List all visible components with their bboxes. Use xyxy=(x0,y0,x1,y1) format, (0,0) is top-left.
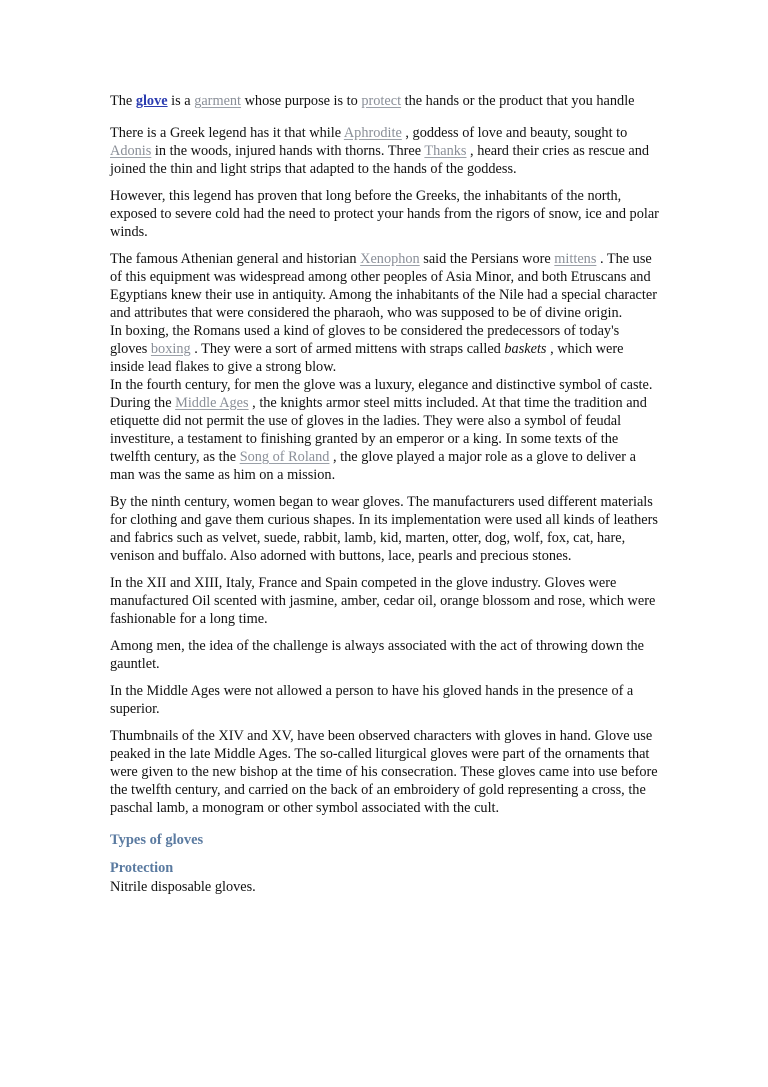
text-run: is a xyxy=(167,93,195,109)
text-run: . They were a sort of armed mittens with straps called xyxy=(190,341,505,357)
nitrile-paragraph: Nitrile disposable gloves. xyxy=(110,879,256,895)
link-protect[interactable]: protect xyxy=(361,93,402,109)
liturgical-paragraph: Thumbnails of the XIV and XV, have been observed characters with gloves in hand. Glove use peaked in the late Middle Ages. The so-called liturgical gloves were part of the ornaments that were given to the new bishop at the time of his consecration. These gloves came into use before the twelfth century, and carried on the back of an embroidery of gold representing a cross, the paschal lamb, a monogram or other symbol associated with the cult. xyxy=(110,728,658,816)
xenophon-paragraph xyxy=(110,250,660,322)
link-thanks[interactable]: Thanks xyxy=(424,143,467,159)
link-boxing[interactable]: boxing xyxy=(150,341,191,357)
glove-industry-paragraph: In the XII and XIII, Italy, France and Spain competed in the glove industry. Gloves were manufactured Oil scented with jasmine, amber, cedar oil, orange blossom and rose, which were fashionable for a long time. xyxy=(110,575,656,627)
superior-paragraph: In the Middle Ages were not allowed a person to have his gloved hands in the presence of a superior. xyxy=(110,683,634,717)
fourth-century-paragraph xyxy=(110,376,660,484)
link-glove[interactable]: glove xyxy=(135,93,168,109)
gauntlet-paragraph: Among men, the idea of the challenge is always associated with the act of throwing down the gauntlet. xyxy=(110,638,644,672)
text-run: whose purpose is to xyxy=(241,93,362,109)
text-run: , goddess of love and beauty, sought to xyxy=(401,125,628,141)
types-of-gloves-heading: Types of gloves xyxy=(110,832,204,848)
emphasis-baskets: baskets xyxy=(504,341,547,357)
intro-paragraph xyxy=(110,92,660,110)
text-run: . The use of this equipment was widespread among other peoples of Asia Minor, and both Etruscans and Egyptians knew their use in antiquity. Among the inhabitants of the Nile had a special character and attributes that were considered the pharaoh, who was supposed to be of divine origin. xyxy=(110,251,657,321)
text-run: , the glove played a major role as a glove to deliver a man was the same as him on a mission. xyxy=(110,449,636,483)
north-paragraph: However, this legend has proven that long before the Greeks, the inhabitants of the north, exposed to severe cold had the need to protect your hands from the rigors of snow, ice and polar winds. xyxy=(110,188,659,240)
text-run: In the fourth century, for men the glove was a luxury, elegance and distinctive symbol of caste. During the xyxy=(110,377,653,411)
text-run: The famous Athenian general and historian xyxy=(110,251,361,267)
protection-subheading: Protection xyxy=(110,860,174,876)
boxing-paragraph xyxy=(110,322,660,376)
text-run: , the knights armor steel mitts included. At that time the tradition and etiquette did not permit the use of gloves in the ladies. They were also a symbol of feudal investiture, a testament to finishing granted by an emperor or a king. In some texts of the twelfth century, as the xyxy=(110,395,647,465)
link-middle-ages[interactable]: Middle Ages xyxy=(175,395,249,411)
text-run: In boxing, the Romans used a kind of gloves to be considered the predecessors of today's gloves xyxy=(110,323,620,357)
text-run: the hands or the product that you handle xyxy=(401,93,635,109)
link-adonis[interactable]: Adonis xyxy=(110,143,152,159)
text-run: There is a Greek legend has it that while xyxy=(110,125,344,141)
text-run: said the Persians wore xyxy=(419,251,555,267)
text-run: , which were inside lead flakes to give a strong blow. xyxy=(110,341,624,375)
link-song-of-roland[interactable]: Song of Roland xyxy=(239,449,330,465)
link-xenophon[interactable]: Xenophon xyxy=(360,251,420,267)
link-garment[interactable]: garment xyxy=(194,93,242,109)
link-aphrodite[interactable]: Aphrodite xyxy=(343,125,402,141)
link-mittens[interactable]: mittens xyxy=(554,251,597,267)
text-run: in the woods, injured hands with thorns. Three xyxy=(151,143,425,159)
legend-paragraph xyxy=(110,124,660,178)
text-run: The xyxy=(110,93,136,109)
ninth-century-paragraph: By the ninth century, women began to wear gloves. The manufacturers used different materials for clothing and gave them curious shapes. In its implementation were used all kinds of leathers and fabrics such as velvet, suede, rabbit, lamb, kid, marten, otter, dog, wolf, fox, cat, hare, venison and buffalo. Also adorned with buttons, lace, pearls and precious stones. xyxy=(110,494,658,564)
text-run: , heard their cries as rescue and joined the thin and light strips that adapted to the hands of the goddess. xyxy=(110,143,650,177)
